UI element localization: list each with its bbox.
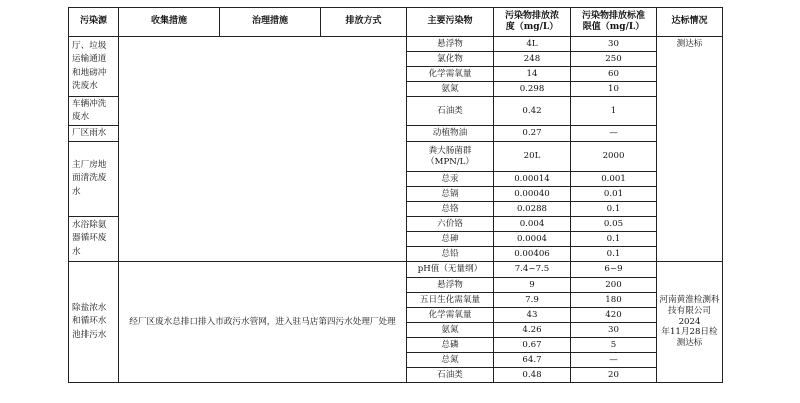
- pollutant-cell: 氨氮: [407, 323, 494, 338]
- header-limit: 污染物排放标准 限值（mg/L）: [571, 8, 657, 37]
- limit-cell: 420: [571, 308, 657, 323]
- source-cell: 车辆冲洗 废水: [69, 97, 119, 126]
- concentration-cell: 20L: [494, 142, 571, 172]
- limit-cell: 0.1: [571, 202, 657, 217]
- pollutant-cell: 化学需氧量: [407, 308, 494, 323]
- source-cell: 水浴除氨 器循环废 水: [69, 217, 119, 262]
- limit-cell: 0.001: [571, 172, 657, 187]
- pollutant-cell: 石油类: [407, 97, 494, 126]
- status-cell: 测达标: [657, 37, 723, 262]
- pollutant-cell: pH值（无量纲）: [407, 262, 494, 278]
- pollution-table: [68, 7, 723, 383]
- header-pollutant: 主要污染物: [407, 8, 494, 37]
- source-cell: 厂区雨水: [69, 126, 119, 142]
- limit-cell: 200: [571, 278, 657, 293]
- table-row: [69, 37, 723, 52]
- limit-cell: 1: [571, 97, 657, 126]
- concentration-cell: 0.004: [494, 217, 571, 232]
- concentration-cell: 0.298: [494, 82, 571, 97]
- concentration-cell: 9: [494, 278, 571, 293]
- concentration-cell: 0.0288: [494, 202, 571, 217]
- limit-cell: 0.1: [571, 247, 657, 262]
- pollutant-cell: 总氮: [407, 353, 494, 368]
- pollutant-cell: 总镉: [407, 187, 494, 202]
- concentration-cell: 43: [494, 308, 571, 323]
- concentration-cell: 7.9: [494, 293, 571, 308]
- concentration-cell: 0.00014: [494, 172, 571, 187]
- status-cell: 河南黄淮检测科 技有限公司2024 年11月28日检 测达标: [657, 262, 723, 383]
- header-treatment: 治理措施: [220, 8, 321, 37]
- pollutant-cell: 石油类: [407, 368, 494, 383]
- pollutant-cell: 化学需氧量: [407, 67, 494, 82]
- concentration-cell: 0.0004: [494, 232, 571, 247]
- limit-cell: 2000: [571, 142, 657, 172]
- concentration-cell: 0.48: [494, 368, 571, 383]
- header-collection: 收集措施: [119, 8, 220, 37]
- pollutant-cell: 总磷: [407, 338, 494, 353]
- concentration-cell: 0.27: [494, 126, 571, 142]
- concentration-cell: 248: [494, 52, 571, 67]
- limit-cell: 0.1: [571, 232, 657, 247]
- concentration-cell: 7.4~7.5: [494, 262, 571, 278]
- limit-cell: 30: [571, 323, 657, 338]
- pollutant-cell: 粪大肠菌群 （MPN/L）: [407, 142, 494, 172]
- limit-cell: 10: [571, 82, 657, 97]
- concentration-cell: 4L: [494, 37, 571, 52]
- header-source: 污染源: [69, 8, 119, 37]
- pollutant-cell: 六价铬: [407, 217, 494, 232]
- treatment-method-cell: 经厂区废水总排口排入市政污水管网，进入驻马店第四污水处理厂处理: [119, 262, 407, 383]
- concentration-cell: 4.26: [494, 323, 571, 338]
- limit-cell: 20: [571, 368, 657, 383]
- header-row: [69, 8, 723, 37]
- pollutant-cell: 悬浮物: [407, 278, 494, 293]
- limit-cell: 0.05: [571, 217, 657, 232]
- header-concentration: 污染物排放浓 度（mg/L）: [494, 8, 571, 37]
- source-cell: 除盐浓水 和循环水 池排污水: [69, 262, 119, 383]
- pollutant-cell: 总砷: [407, 232, 494, 247]
- source-cell: 厅、垃圾 运输通道 和地磅冲 洗废水: [69, 37, 119, 97]
- table-row: [69, 262, 723, 278]
- limit-cell: 0.01: [571, 187, 657, 202]
- pollutant-cell: 总汞: [407, 172, 494, 187]
- pollutant-cell: 氯化物: [407, 52, 494, 67]
- top-method-cell: [119, 37, 407, 262]
- source-cell: 主厂房地 面清洗废 水: [69, 142, 119, 217]
- pollutant-cell: 氨氮: [407, 82, 494, 97]
- pollutant-cell: 总铬: [407, 202, 494, 217]
- concentration-cell: 14: [494, 67, 571, 82]
- limit-cell: —: [571, 353, 657, 368]
- concentration-cell: 0.00040: [494, 187, 571, 202]
- header-status: 达标情况: [657, 8, 723, 37]
- header-discharge: 排放方式: [321, 8, 407, 37]
- pollutant-cell: 动植物油: [407, 126, 494, 142]
- limit-cell: —: [571, 126, 657, 142]
- limit-cell: 30: [571, 37, 657, 52]
- concentration-cell: 0.67: [494, 338, 571, 353]
- limit-cell: 250: [571, 52, 657, 67]
- limit-cell: 60: [571, 67, 657, 82]
- limit-cell: 5: [571, 338, 657, 353]
- pollutant-cell: 总铅: [407, 247, 494, 262]
- limit-cell: 6~9: [571, 262, 657, 278]
- concentration-cell: 0.42: [494, 97, 571, 126]
- pollutant-cell: 悬浮物: [407, 37, 494, 52]
- concentration-cell: 64.7: [494, 353, 571, 368]
- limit-cell: 180: [571, 293, 657, 308]
- concentration-cell: 0.00406: [494, 247, 571, 262]
- pollutant-cell: 五日生化需氧量: [407, 293, 494, 308]
